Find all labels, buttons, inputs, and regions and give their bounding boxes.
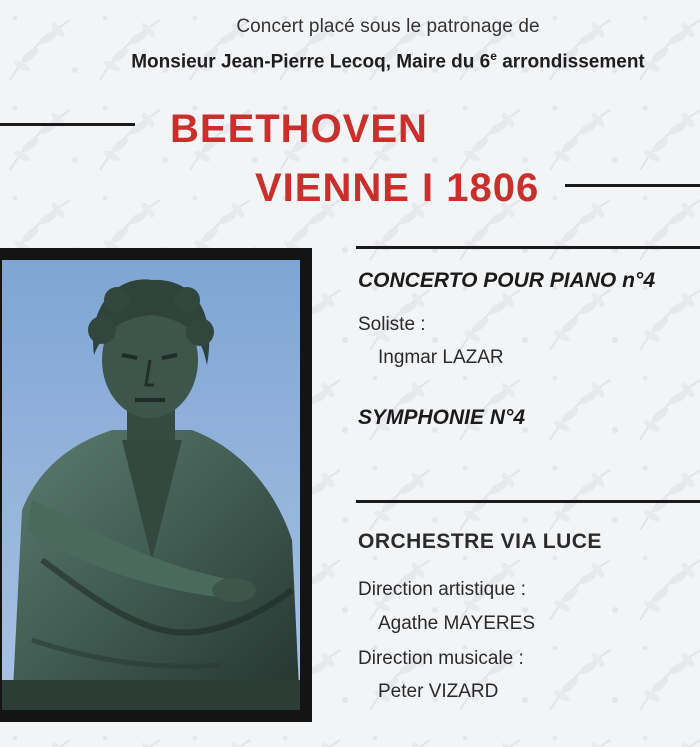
- patronage-mayor-end: arrondissement: [496, 51, 645, 73]
- artistic-director-name: Agathe MAYERES: [378, 613, 536, 634]
- beethoven-statue-image: [2, 260, 300, 710]
- patronage-mayor: [0, 49, 700, 73]
- artistic-direction-label: Direction artistique :: [358, 579, 526, 600]
- patronage-superscript: e: [490, 49, 497, 63]
- orchestra-rule: [356, 500, 700, 503]
- work-symphony-title: SYMPHONIE N°4: [358, 406, 526, 429]
- musical-direction-label: Direction musicale :: [358, 648, 524, 669]
- soloist-label: Soliste :: [358, 314, 426, 335]
- portrait-frame: [0, 248, 312, 722]
- title-rule-right: [565, 184, 700, 187]
- patronage-mayor-main: Monsieur Jean-Pierre Lecoq, Maire du 6: [131, 51, 491, 73]
- program-rule-top: [356, 246, 700, 249]
- soloist-name: Ingmar LAZAR: [378, 347, 504, 368]
- patronage-intro: Concert placé sous le patronage de: [236, 16, 540, 37]
- title-rule-left: [0, 123, 135, 126]
- work-concerto-title: CONCERTO POUR PIANO n°4: [358, 269, 655, 292]
- concert-title-line2: VIENNE I 1806: [255, 166, 540, 210]
- concert-title-line1: BEETHOVEN: [170, 107, 428, 151]
- musical-director-name: Peter VIZARD: [378, 681, 499, 702]
- statue-illustration: [2, 260, 300, 710]
- orchestra-name: ORCHESTRE VIA LUCE: [358, 530, 602, 553]
